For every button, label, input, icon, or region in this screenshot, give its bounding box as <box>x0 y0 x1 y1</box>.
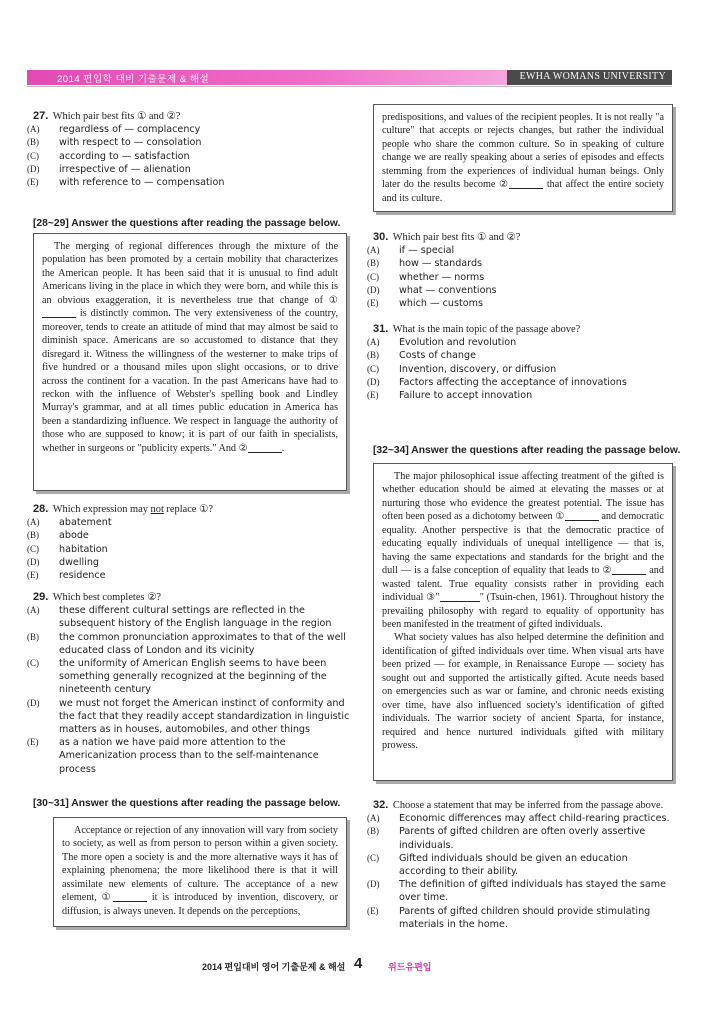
page-number: 4 <box>354 955 363 972</box>
option-text: Evolution and revolution <box>399 337 517 349</box>
option-label: (C) <box>367 363 379 374</box>
option-text: Parents of gifted children are often overly assertive individuals. <box>399 826 646 851</box>
option-label: (E) <box>27 177 39 188</box>
option-text: with reference to — compensation <box>59 177 225 189</box>
option-text: abode <box>59 530 89 542</box>
option-text: Failure to accept innovation <box>399 390 533 402</box>
option-label: (D) <box>367 284 380 295</box>
option-label: (A) <box>27 124 40 135</box>
header-right-title: EWHA WOMANS UNIVERSITY <box>519 71 666 82</box>
option-text: habitation <box>59 543 108 555</box>
header-divider <box>27 86 672 87</box>
answer-option <box>27 150 353 163</box>
question-32 <box>367 799 675 931</box>
option-label: (C) <box>27 150 39 161</box>
answer-option <box>367 257 673 270</box>
question-stem: Which pair best fits ① and ②? <box>52 111 181 122</box>
answer-option <box>367 363 673 376</box>
question-28: 28. Which expression may not replace ①? (A) abatement (B) abode (C) habitation (D) dwelling (E) residence <box>33 503 353 582</box>
answer-blank <box>440 591 480 602</box>
option-text: Economic differences may affect child-rearing practices. <box>399 813 670 825</box>
option-text: residence <box>59 570 106 582</box>
option-label: (C) <box>367 852 379 863</box>
question-stem: Which best completes ②? <box>52 592 161 603</box>
passage-paragraph: predispositions, and values of the recipient peoples. It is not really "a culture" that accepts or rejects changes, but rather the individual people who share the common culture. So in speaking of culture change we are really speaking about a series of episodes and effects stemming from the experiences of individual human beings. Only later do the results become ② that affect the entire society and its culture. <box>382 112 665 204</box>
question-number: 31. <box>373 323 389 335</box>
answer-option <box>27 657 351 697</box>
option-label: (A) <box>367 337 380 348</box>
option-text: which — customs <box>399 298 483 310</box>
option-label: (B) <box>27 530 39 541</box>
option-label: (D) <box>367 879 380 890</box>
answer-option <box>27 604 351 630</box>
option-label: (C) <box>27 543 39 554</box>
option-text: what — conventions <box>399 284 497 296</box>
section-heading-32-34: [32~34] Answer the questions after reading the passage below. <box>373 445 681 456</box>
question-number: 30. <box>373 231 389 243</box>
answer-option <box>27 631 351 657</box>
passage-paragraph: The major philosophical issue affecting treatment of the gifted is whether education should be aimed at elevating the masses or at nurturing those who evidence the greatest potential. The issue has often been posed as a dichotomy between ① and democratic equality. Another perspective is that the democratic practice of educating equally individuals of unequal intelligence — that is, having the same expectations and standards for the bright and the dull — is a false conception of equality that leads to ② and wasted talent. True equality consists rather in providing each individual ③" " (Tsuin-chen, 1961). Throughout history the prevailing philosophy with regard to equality of opportunity has been manifested in the treatment of gifted individuals. <box>382 471 664 630</box>
option-text: with respect to — consolation <box>59 137 202 149</box>
option-text: The definition of gifted individuals has stayed the same over time. <box>399 879 667 904</box>
option-label: (B) <box>367 258 379 269</box>
question-30 <box>367 231 673 310</box>
passage-paragraph: The merging of regional differences through the mixture of the population has been promoted by a certain mobility that characterizes the American people. It has been said that it is unusual to find adult Americans living in the place in which they were born, and while this is an obvious exaggeration, it is nevertheless true that change of ① is distinctly common. The very extensiveness of the country, moreover, tends to create an attitude of mind that may almost be said to diminish space. Americans are so accustomed to distance that they disregard it. Witness the willingness of the westerner to make trips of five hundred or a thousand miles upon slight occasions, or to drive across the continent for a vacation. In the past Americans have had to reckon with the influence of Webster's spelling book and Lindley Murray's grammar, and at all times public education in America has been a standardizing influence. We respect in language the authority of those who are supposed to know; it is part of our faith in specialists, whether in surgeons or "publicity experts." And ② . <box>42 241 338 454</box>
answer-option <box>367 878 675 904</box>
question-number: 29. <box>33 591 49 603</box>
section-heading-28-29: [28~29] Answer the questions after reading the passage below. <box>33 218 341 229</box>
question-stem: What is the main topic of the passage above? <box>392 324 581 335</box>
passage-box-30-31 <box>53 817 347 927</box>
option-text: the uniformity of American English seems to have been something generally recognized at the beginning of the nineteenth century <box>59 658 327 696</box>
passage-box-28-29 <box>33 233 347 491</box>
option-label: (D) <box>27 556 40 567</box>
option-list <box>367 244 673 310</box>
option-text: according to — satisfaction <box>59 150 190 162</box>
answer-option <box>367 812 675 825</box>
option-label: (B) <box>367 350 379 361</box>
question-27 <box>27 110 353 189</box>
option-text: Costs of change <box>399 350 476 362</box>
answer-option <box>27 697 351 737</box>
option-list <box>27 604 351 776</box>
option-label: (D) <box>27 697 40 708</box>
option-list <box>27 516 353 582</box>
answer-option <box>367 284 673 297</box>
option-label: (A) <box>367 245 380 256</box>
answer-blank <box>113 891 147 902</box>
answer-option <box>367 389 673 402</box>
question-number: 27. <box>33 110 49 122</box>
answer-option <box>27 529 353 542</box>
answer-blank <box>248 442 282 453</box>
option-list <box>367 336 673 402</box>
option-label: (B) <box>27 631 39 642</box>
option-text: Parents of gifted children should provide stimulating materials in the home. <box>399 905 651 930</box>
answer-blank <box>612 564 646 575</box>
option-label: (D) <box>367 376 380 387</box>
question-number: 32. <box>373 799 389 811</box>
page-header <box>27 70 672 85</box>
option-text: these different cultural settings are reflected in the subsequent history of the English language in the region <box>59 605 332 630</box>
question-number: 28. <box>33 503 49 515</box>
question-stem: Choose a statement that may be inferred from the passage above. <box>392 800 664 811</box>
option-label: (C) <box>27 658 39 669</box>
answer-option <box>367 244 673 257</box>
option-list <box>367 812 675 931</box>
option-text: if — special <box>399 245 455 257</box>
option-label: (A) <box>27 517 40 528</box>
answer-option <box>27 516 353 529</box>
option-label: (E) <box>367 298 379 309</box>
answer-option <box>27 136 353 149</box>
option-label: (E) <box>27 570 39 581</box>
option-text: Gifted individuals should be given an education according to their ability. <box>399 852 628 878</box>
question-stem: Which pair best fits ① and ②? <box>392 232 521 243</box>
answer-option <box>27 163 353 176</box>
option-label: (E) <box>27 737 39 748</box>
option-label: (D) <box>27 163 40 174</box>
passage-paragraph: What society values has also helped determine the definition and identification of gifted individuals over time. When visual arts have been prized — for example, in Renaissance Europe — society has sought out and supported the artistically gifted. Acute needs based on emergencies such as war or famine, and chronic needs existing over time, have also influenced society's identification of gifted individuals. The warrior society of ancient Sparta, for instance, required and hence nurtured individuals gifted with military prowess. <box>382 632 664 752</box>
answer-option <box>27 569 353 582</box>
answer-option <box>367 349 673 362</box>
header-university-bar <box>507 70 672 85</box>
option-text: as a nation we have paid more attention to the Americanization process than to the self-maintenance process <box>59 737 319 775</box>
option-list <box>27 123 353 189</box>
option-text: we must not forget the American instinct of conformity and the fact that they readily accept standardization in linguistic matters as in houses, automobiles, and other things <box>59 697 350 736</box>
answer-option <box>27 543 353 556</box>
answer-option <box>367 825 675 851</box>
option-label: (A) <box>367 813 380 824</box>
option-label: (C) <box>367 271 379 282</box>
option-text: how — standards <box>399 258 483 270</box>
answer-option <box>367 297 673 310</box>
answer-option <box>367 905 675 931</box>
option-label: (B) <box>27 137 39 148</box>
option-text: Invention, discovery, or diffusion <box>399 363 557 375</box>
footer-brand: 위드유편입 <box>388 962 432 972</box>
header-title-bar <box>27 70 507 85</box>
header-left-title: 2014 편입학 대비 기출문제 & 해설 <box>57 74 210 85</box>
option-text: abatement <box>59 517 112 529</box>
answer-option <box>367 271 673 284</box>
option-text: whether — norms <box>399 271 485 283</box>
answer-option <box>367 852 675 878</box>
answer-option <box>27 556 353 569</box>
section-heading-30-31: [30~31] Answer the questions after reading the passage below. <box>33 798 341 809</box>
question-29 <box>27 591 351 776</box>
option-label: (A) <box>27 605 40 616</box>
footer-title: 2014 편입대비 영어 기출문제 & 해설 <box>202 962 346 972</box>
answer-blank <box>565 510 599 521</box>
answer-blank <box>509 178 543 189</box>
passage-box-32-34 <box>373 463 673 781</box>
answer-option <box>27 123 353 136</box>
emphasis-not: not <box>150 504 164 515</box>
answer-option <box>367 376 673 389</box>
passage-box-30-31-continued <box>373 104 673 212</box>
option-text: Factors affecting the acceptance of innovations <box>399 376 627 388</box>
option-text: regardless of — complacency <box>59 124 201 136</box>
answer-option <box>27 736 351 776</box>
question-31 <box>367 323 673 402</box>
option-text: irrespective of — alienation <box>59 163 191 175</box>
answer-option <box>27 176 353 189</box>
answer-option <box>367 336 673 349</box>
option-text: dwelling <box>59 556 100 568</box>
answer-blank <box>42 307 76 318</box>
option-text: the common pronunciation approximates to that of the well educated class of London and its vicinity <box>59 631 346 656</box>
option-label: (B) <box>367 826 379 837</box>
option-label: (E) <box>367 390 379 401</box>
passage-paragraph: Acceptance or rejection of any innovation will vary from society to society, as well as from person to person within a given society. The more open a society is and the more alternative ways it has of explaining phenomena; the more likelihood there is that it will assimilate new elements of culture. The acceptance of a new element, ① it is introduced by invention, discovery, or diffusion, is always uneven. It depends on the perceptions, <box>62 825 338 917</box>
option-label: (E) <box>367 905 379 916</box>
